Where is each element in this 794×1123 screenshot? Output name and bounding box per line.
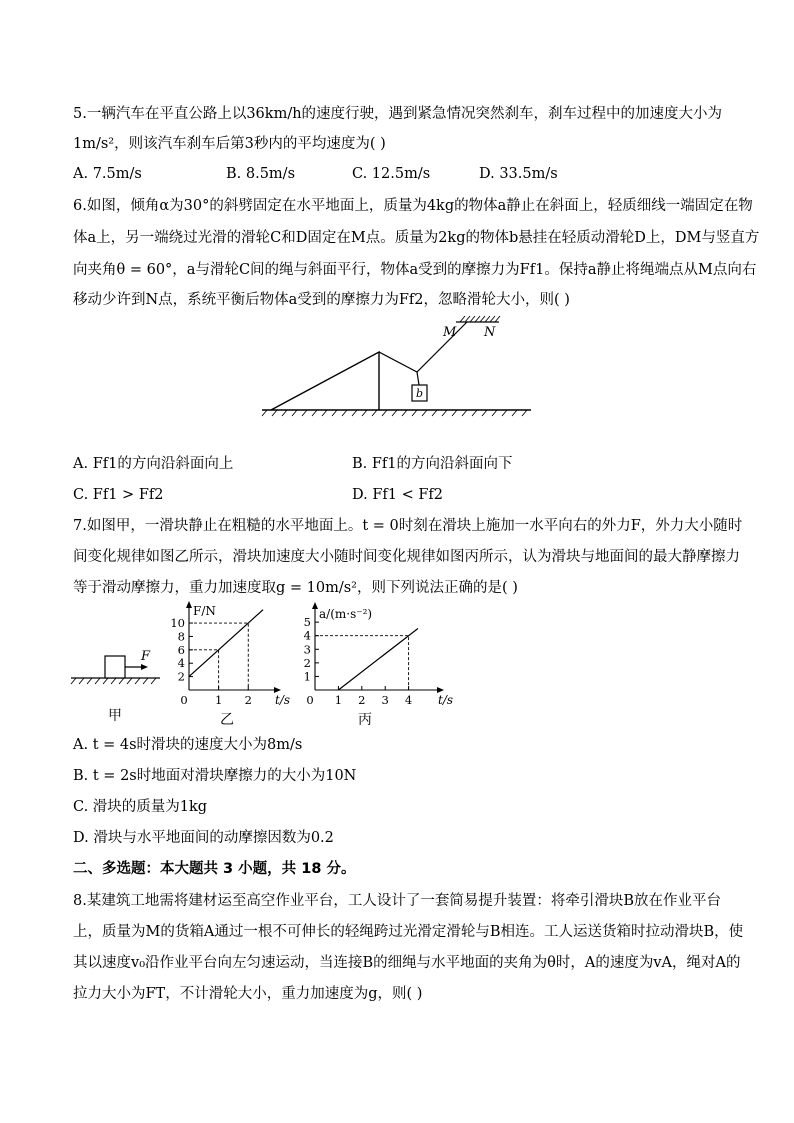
chart-yi-y-tick-label: 4: [177, 656, 185, 671]
chart-yi-y-tick-label: 8: [177, 629, 185, 644]
chart-bing-x-label: t/s: [438, 693, 454, 707]
chart-yi-series-line: [189, 610, 263, 677]
chart-yi-y-label: F/N: [193, 604, 216, 618]
chart-yi-x-label: t/s: [275, 693, 291, 707]
label-n: N: [484, 325, 496, 340]
caption-jia: 甲: [108, 708, 122, 724]
chart-yi-y-tick-label: 6: [177, 642, 185, 657]
q6-figure-incline-pulley: [255, 310, 545, 420]
q5-option-d: D. 33.5m/s: [479, 166, 558, 182]
q6-line-2: 体a上，另一端绕过光滑的滑轮C和D固定在M点。质量为2kg的物体b悬挂在轻质动滑轮D上，DM与竖直方: [73, 230, 760, 246]
q7-option-a: A. t = 4s时滑块的速度大小为8m/s: [73, 737, 303, 753]
chart-bing-y-tick-label: 5: [303, 615, 311, 630]
q7-option-d: D. 滑块与水平地面间的动摩擦因数为0.2: [73, 830, 334, 846]
q5-option-a: A. 7.5m/s: [73, 166, 142, 182]
section-heading: 二、多选题：本大题共 3 小题，共 18 分。: [73, 861, 356, 877]
slider-block: [105, 656, 125, 678]
chart-bing-y-tick-label: 2: [303, 655, 311, 670]
chart-bing-y-tick-label: 4: [303, 628, 311, 643]
chart-yi-dashed-guide: [189, 650, 219, 690]
label-b: b: [415, 387, 424, 400]
q8-line-2: 上，质量为M的货箱A通过一根不可伸长的轻绳跨过光滑定滑轮与B相连。工人运送货箱时拉动滑块B，使: [73, 924, 744, 940]
chart-bing-y-axis-arrow: [312, 602, 318, 609]
chart-yi-x-tick-label: 1: [214, 693, 223, 707]
q6-line-1: 6.如图，倾角α为30°的斜劈固定在水平地面上，质量为4kg的物体a静止在斜面上，轻质细线一端固定在物: [73, 198, 753, 214]
chart-yi-y-tick-label: 2: [177, 669, 185, 684]
q6-option-a: A. Ff1的方向沿斜面向上: [73, 456, 234, 472]
chart-bing-x-tick-label: 0: [306, 693, 314, 707]
q5-line-2: 1m/s²，则该汽车刹车后第3秒内的平均速度为( ): [73, 136, 386, 152]
q6-option-d: D. Ff1 < Ff2: [352, 487, 444, 503]
chart-bing-x-tick-label: 2: [358, 693, 366, 707]
chart-acceleration-time: [295, 600, 455, 728]
chart-yi-x-tick-label: 0: [180, 693, 188, 707]
q6-line-4: 移动少许到N点，系统平衡后物体a受到的摩擦力为Ff2，忽略滑轮大小，则( ): [73, 292, 570, 308]
chart-bing-caption: 丙: [358, 712, 372, 728]
q7-option-c: C. 滑块的质量为1kg: [73, 799, 208, 815]
chart-bing-y-tick-label: 3: [303, 642, 311, 657]
force-arrow-head: [141, 664, 148, 670]
q5-line-1: 5.一辆汽车在平直公路上以36km/h的速度行驶，遇到紧急情况突然刹车，刹车过程中的加速度大小为: [73, 106, 723, 122]
chart-force-time: [165, 600, 291, 728]
q7-line-2: 间变化规律如图乙所示，滑块加速度大小随时间变化规律如图丙所示，认为滑块与地面间的最大静摩擦力: [73, 549, 740, 565]
q7-line-3: 等于滑动摩擦力，重力加速度取g = 10m/s²，则下列说法正确的是( ): [73, 580, 518, 596]
q7-option-b: B. t = 2s时地面对滑块摩擦力的大小为10N: [73, 768, 357, 784]
q6-option-c: C. Ff1 > Ff2: [73, 487, 164, 503]
chart-bing-x-tick-label: 1: [334, 693, 343, 707]
ceiling-hatching: [460, 316, 500, 322]
hanger-line: [417, 372, 419, 385]
chart-yi-y-axis-arrow: [186, 601, 192, 608]
chart-bing-x-tick-label: 3: [381, 693, 389, 707]
q5-option-c: C. 12.5m/s: [352, 166, 431, 182]
label-m: M: [443, 325, 457, 340]
q7-line-1: 7.如图甲，一滑块静止在粗糙的水平地面上。t = 0时刻在滑块上施加一水平向右的外力F，外力大小随时: [73, 518, 743, 534]
q8-line-3: 其以速度v₀沿作业平台向左匀速运动，当连接B的细绳与水平地面的夹角为θ时，A的速度为vA，绳对A的: [73, 955, 741, 971]
chart-bing-dashed-guide: [315, 636, 409, 690]
q5-option-b: B. 8.5m/s: [226, 166, 296, 182]
incline-wedge: [271, 352, 379, 410]
chart-yi-caption: 乙: [220, 712, 234, 728]
force-label: F: [141, 649, 151, 664]
chart-bing-y-tick-label: 1: [303, 669, 311, 684]
chart-yi-x-tick-label: 2: [244, 693, 252, 707]
q6-line-3: 向夹角θ = 60°，a与滑轮C间的绳与斜面平行，物体a受到的摩擦力为Ff1。保持a静止将绳端点从M点向右: [73, 262, 757, 278]
q7-figure-jia: [68, 640, 168, 725]
ground-hatching: [262, 410, 527, 416]
ground-hatching: [71, 678, 156, 684]
chart-bing-y-label: a/(m·s⁻²): [319, 607, 373, 621]
q8-line-4: 拉力大小为FT，不计滑轮大小，重力加速度为g，则( ): [73, 986, 423, 1002]
q6-option-b: B. Ff1的方向沿斜面向下: [352, 456, 513, 472]
chart-bing-x-tick-label: 4: [404, 693, 413, 707]
chart-bing-series-line: [338, 629, 418, 690]
q8-line-1: 8.某建筑工地需将建材运至高空作业平台，工人设计了一套简易提升装置：将牵引滑块B放在作业平台: [73, 893, 721, 909]
chart-yi-y-tick-label: 10: [170, 616, 185, 631]
